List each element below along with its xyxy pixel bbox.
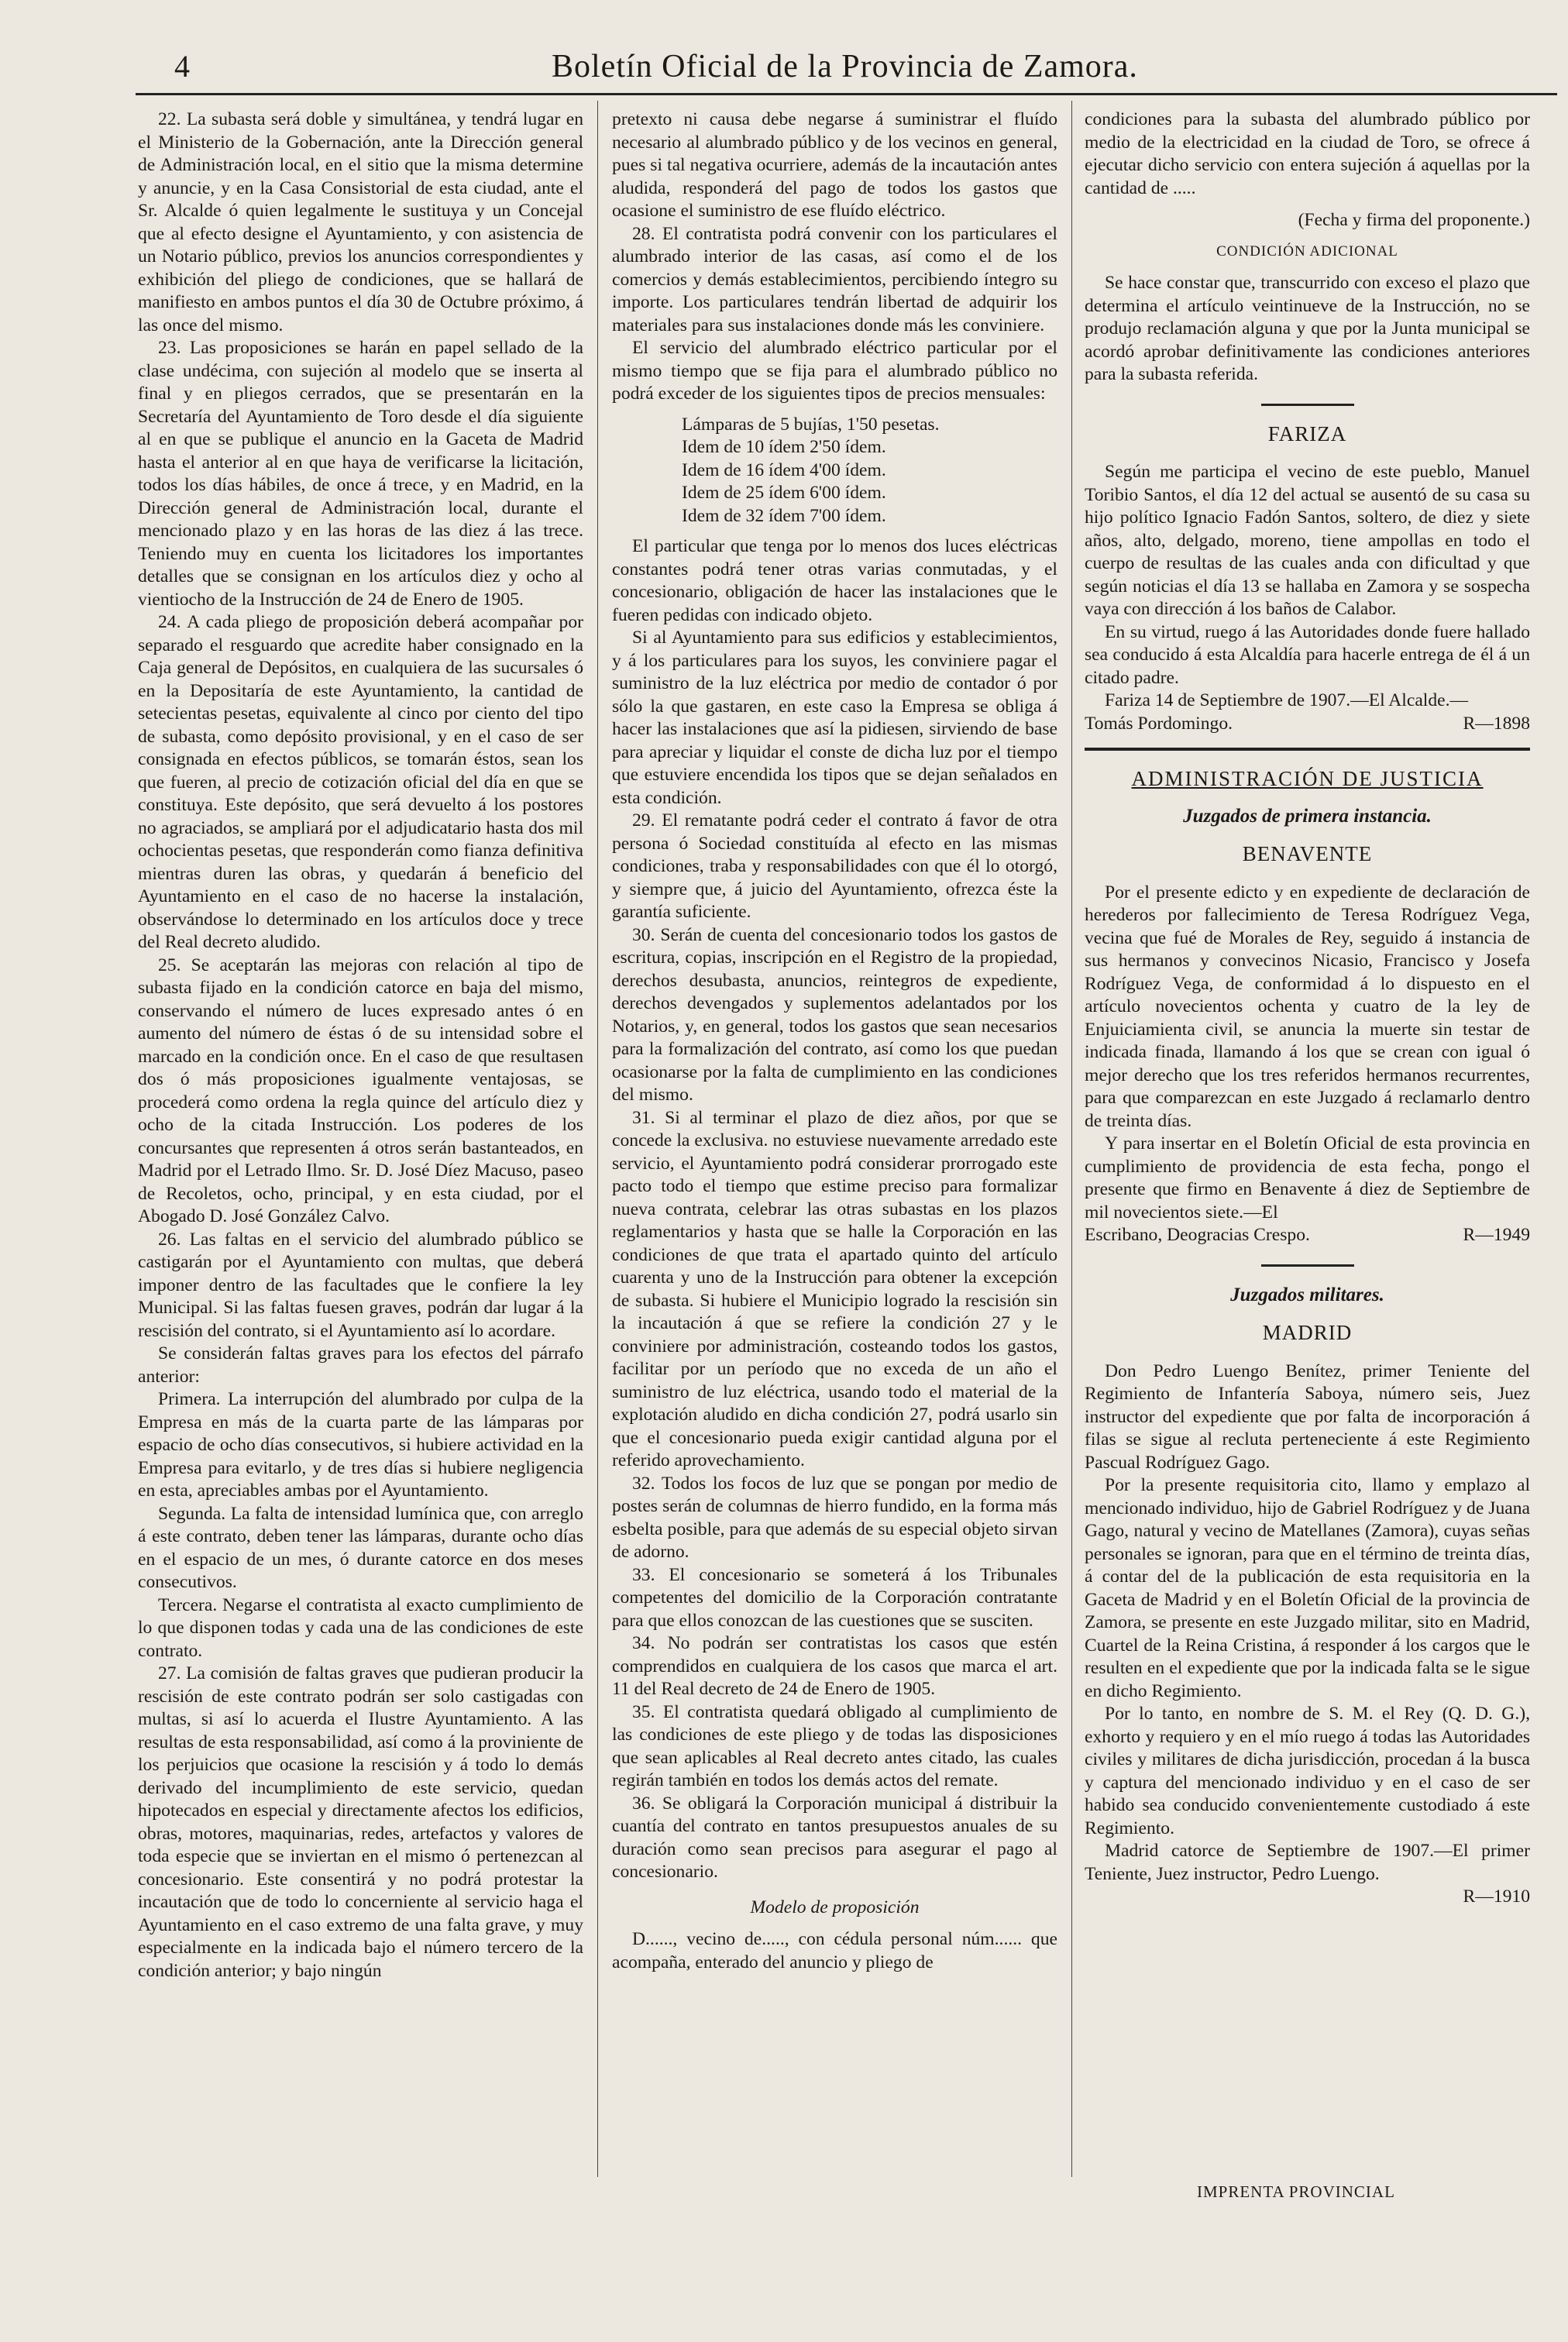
date-line: Fariza 14 de Septiembre de 1907.—El Alcalde.— bbox=[1105, 690, 1469, 710]
place-heading: FARIZA bbox=[1267, 421, 1347, 445]
paragraph: Según me participa el vecino de este pueblo, Manuel Toribio Santos, el día 12 del actual se ausentó de su casa su hijo político Ignacio Fadón Santos, soltero, de diez y siete años, alto, delgado, moreno, tiene ampollas en todo el cuerpo de resultas de las cuales anda con dificultad y que según noticias el día 13 se hallaba en Zamora y se sospecha vaya con dirección á los baños de Calabor. bbox=[1085, 462, 1530, 619]
signature-row bbox=[1085, 713, 1530, 736]
paragraph: 33. El concesionario se someterá á los Tribunales competentes del domicilio de la Corporación contratante para que ellos conozcan de las cuestiones que se susciten. bbox=[612, 1564, 1057, 1631]
paragraph: 25. Se aceptarán las mejoras con relación al tipo de subasta fijado en la condición catorce en baja del mismo, conservando el número de luces expresado antes ó en aumento del número de éstas ó de su intensidad sobre el marcado en la condición once. En el caso de que resultasen dos ó más proposiciones igualmente ventajosas, se procederá como ordena la regla quince del artículo diez y ocho de la citada Instrucción. Los poderes de los concursantes que representen á otros serán bastanteados, en Madrid por el Letrado Ilmo. Sr. D. José Díez Macuso, paseo de Recoletos, ocho, principal, y en esta ciudad, por el Abogado D. José González Calvo. bbox=[138, 954, 583, 1226]
paragraph: Por el presente edicto y en expediente de declaración de herederos por fallecimiento de Teresa Rodríguez Vega, vecina que fué de Morales de Rey, seguido á instancia de sus hermanos y convecinos Nicasio, Francisco y Josefa Rodríguez Vega, de conformidad á lo dispuesto en el artículo novecientos ochenta y cuatro de la ley de Enjuiciamienta civil, se anuncia la muerte sin testar de indicada finada, llamando á los que se crean con igual ó mejor derecho que los tres referidos hermanos recurrentes, para que comparezcan en este Juzgado á reclamarlo dentro de treinta días. bbox=[1085, 882, 1530, 1131]
paragraph: Don Pedro Luengo Benítez, primer Teniente del Regimiento de Infantería Saboya, número seis, Juez instructor del expediente que por falta de incorporación á filas se sigue al recluta perteneciente á este Regimiento Pascual Rodríguez Gago. bbox=[1085, 1360, 1530, 1473]
section-heading: CONDICIÓN ADICIONAL bbox=[1216, 242, 1398, 260]
paragraph: Si al Ayuntamiento para sus edificios y establecimientos, y á los particulares para los suyos, les conviniere pagar el suministro de la luz eléctrica por medio de contador ó por sólo la que gastaren, en este caso la Empresa se obliga á hacer las instalaciones que así la pidiesen, sirviendo de base para apreciar y liquidar el conste de dicha luz por el tiempo que estuviere encendida los tipos que se dejan señalados en esta condición. bbox=[612, 628, 1057, 808]
paragraph: Se considerán faltas graves para los efectos del párrafo anterior: bbox=[138, 1343, 583, 1387]
price-row: Idem de 32 ídem 7'00 ídem. bbox=[682, 505, 886, 526]
paragraph: 35. El contratista quedará obligado al cumplimiento de las condiciones de este pliego y de todas las disposiciones que sean aplicables al Real decreto antes citado, las cuales regirán también en todos los demás actos del remate. bbox=[612, 1701, 1057, 1790]
paragraph: En su virtud, ruego á las Autoridades donde fuere hallado sea conducido á esta Alcaldía para hacerle entrega de él á un citado padre. bbox=[1085, 621, 1530, 688]
paragraph: 27. La comisión de faltas graves que pudieran producir la rescisión de este contrato podrán ser solo castigadas con multas, si así lo acuerda el Ilustre Ayuntamiento. A las resultas de esta responsabilidad, así como á la proviniente de los perjuicios que ocasione la rescisión y á todo lo demás derivado del incumplimiento de este servicio, quedan hipotecados en especial y directamente afectos los edificios, obras, motores, maquinarias, redes, artefactos y valores de toda especie que se inviertan en el mismo ó pertenezcan al concesionario. Este consentirá y no podrá protestar la incautación que de todo lo concerniente al servicio haga el Ayuntamiento en el caso extremo de una falta grave, y muy especialmente en la indicada bajo el número tercero de la condición anterior; y bajo ningún bbox=[138, 1663, 583, 1981]
price-row: Idem de 16 ídem 4'00 ídem. bbox=[682, 459, 886, 480]
paragraph: Se hace constar que, transcurrido con exceso el plazo que determina el artículo veintinueve de la Instrucción, no se produjo reclamación alguna y que por la Junta municipal se acordó aprobar definitivamente las condiciones anteriores para la subasta referida. bbox=[1085, 273, 1530, 384]
printer-imprint: IMPRENTA PROVINCIAL bbox=[1197, 2182, 1395, 2201]
paragraph: 28. El contratista podrá convenir con los particulares el alumbrado interior de las casas, así como el de los comercios y demás establecimientos, percibiendo íntegro su importe. Los particulares tendrán libertad de adquirir los materiales para sus instalaciones donde más les conviniere. bbox=[612, 223, 1057, 335]
place-heading: MADRID bbox=[1262, 1321, 1353, 1344]
price-row: Idem de 25 ídem 6'00 ídem. bbox=[682, 483, 886, 503]
section-rule bbox=[1085, 748, 1530, 751]
header-rule bbox=[136, 93, 1557, 95]
paragraph: 23. Las proposiciones se harán en papel sellado de la clase undécima, con sujeción al modelo que se inserta al final y en pliegos cerrados, que se presentarán en la Secretaría del Ayuntamiento de Toro desde el día siguiente al en que se publique el anuncio en la Gaceta de Madrid hasta el anterior al en que haya de verificarse la licitación, todos los días hábiles, de once á trece, y en Madrid, en la Dirección general de Administración local, durante el mencionado plazo y en las horas de las diez á las trece. Teniendo muy en cuenta los licitadores los importantes detalles que se consignan en los artículos diez y ocho al vientiocho de la Instrucción de 24 de Enero de 1905. bbox=[138, 338, 583, 610]
page-number: 4 bbox=[174, 49, 190, 84]
publication-title: Boletín Oficial de la Provincia de Zamora. bbox=[552, 49, 1138, 84]
paragraph: 22. La subasta será doble y simultánea, y tendrá lugar en el Ministerio de la Gobernación, ante la Dirección general de Administración local, en el sitio que la misma determine y anuncie, y en la Casa Consistorial de esta ciudad, ante el Sr. Alcalde ó quien legalmente le sustituya y un Concejal que al efecto designe el Ayuntamiento, y con asistencia de un Notario público, previos los anuncios correspondientes y exhibición del pliego de condiciones, que se hallará de manifiesto en ambos puntos el día 30 de Octubre próximo, á las once del mismo. bbox=[138, 109, 583, 335]
paragraph: 29. El rematante podrá ceder el contrato á favor de otra persona ó Sociedad constituída al efecto en las mismas condiciones, traba y responsabilidades con que él lo otorgó, y siempre que, á juicio del Ayuntamiento, ofrezca éste la garantía suficiente. bbox=[612, 810, 1057, 922]
signature-row bbox=[1085, 1224, 1530, 1247]
paragraph: 36. Se obligará la Corporación municipal á distribuir la cuantía del contrato en tantos presupuestos anuales de su duración como sean precisos para asegurar el pago al concesionario. bbox=[612, 1793, 1057, 1882]
paragraph: Primera. La interrupción del alumbrado por culpa de la Empresa en más de la cuarta parte de las lámparas por espacio de ocho días consecutivos, si hubiere actividad en la Empresa para evitarlo, y de tres días si hubiere negligencia en esta, apreciables ambas por el Ayuntamiento. bbox=[138, 1389, 583, 1501]
place-heading: BENAVENTE bbox=[1242, 842, 1373, 865]
subsection-heading: Juzgados militares. bbox=[1230, 1284, 1384, 1305]
signer: Tomás Pordomingo. bbox=[1085, 713, 1233, 734]
section-heading: ADMINISTRACIÓN DE JUSTICIA bbox=[1131, 767, 1484, 790]
paragraph: 32. Todos los focos de luz que se pongan por medio de postes serán de columnas de hierro fundido, en la forma más esbelta posible, para que además de su especial objeto sirvan de adorno. bbox=[612, 1473, 1057, 1562]
column-divider bbox=[597, 101, 598, 2177]
paragraph: D......, vecino de....., con cédula personal núm...... que acompaña, enterado del anuncio y pliego de bbox=[612, 1929, 1057, 1972]
subsection-heading: Juzgados de primera instancia. bbox=[1183, 805, 1432, 827]
paragraph: 30. Serán de cuenta del concesionario todos los gastos de escritura, copias, inscripción en el Registro de la propiedad, derechos desubasta, anuncios, reintegros de expediente, derechos devengados y suplementos adelantados por los Notarios, y, en general, todos los gastos que sean necesarios para la formalización del contrato, así como los que puedan ocasionarse por la falta de cumplimiento en las condiciones del mismo. bbox=[612, 924, 1057, 1105]
signer: Escribano, Deogracias Crespo. bbox=[1085, 1225, 1310, 1245]
paragraph: El particular que tenga por lo menos dos luces eléctricas constantes podrá tener otras varias conmutadas, y el concesionario, obligación de hacer las instalaciones que le fueren pedidas con indicado objeto. bbox=[612, 536, 1057, 625]
reference-number: R—1910 bbox=[1463, 1886, 1530, 1907]
reference-number: R—1949 bbox=[1463, 1225, 1530, 1245]
paragraph: Segunda. La falta de intensidad lumínica que, con arreglo á este contrato, deben tener las lámparas, durante ocho días en el espacio de un mes, ó durante catorce en dos meses consecutivos. bbox=[138, 1503, 583, 1592]
paragraph: El servicio del alumbrado eléctrico particular por el mismo tiempo que se fija para el alumbrado público no podrá exceder de los siguientes tipos de precios mensuales: bbox=[612, 338, 1057, 404]
paragraph: 31. Si al terminar el plazo de diez años, por que se concede la exclusiva. no estuviese nuevamente arredado este servicio, el Ayuntamiento podrá considerar prorrogado este pacto todo el tiempo que estime preciso para formalizar nueva contrata, celebrar las otras subastas en los plazos reglamentarios y hasta que se halle la Corporación en las condiciones de que trata el apartado quinto del artículo cuarenta y uno de la Instrucción para obtener la excepción de subasta. Si hubiere el Municipio logrado la rescisión sin la incautación á que se refiere la condición 27 y le conviniere por administración, costeando todos los gastos, facilitar por un período que no exceda de un año el suministro de luz eléctrica, usando todo el material de la explotación aludido en dicha condición 27, podrá usarlo sin que el concesionario pueda exigir cantidad alguna por el referido aprovechamiento. bbox=[612, 1107, 1057, 1470]
paragraph: Por la presente requisitoria cito, llamo y emplazo al mencionado individuo, hijo de Gabriel Rodríguez y de Juana Gago, natural y vecino de Matellanes (Zamora), cuyas señas personales se ignoran, para que en el término de treinta días, á contar del de la publicación de esta requisitoria en la Gaceta de Madrid y en el Boletín Oficial de la provincia de Zamora, se presente en este Juzgado militar, sito en Madrid, Cuartel de la Reina Cristina, á responder á los cargos que le resulten en el expediente que por la indicada falta se le sigue en dicho Regimiento. bbox=[1085, 1475, 1530, 1701]
divider bbox=[1261, 404, 1354, 406]
paragraph: 34. No podrán ser contratistas los casos que estén comprendidos en cualquiera de los casos que marca el art. 11 del Real decreto de 24 de Enero de 1905. bbox=[612, 1633, 1057, 1699]
paragraph: Madrid catorce de Septiembre de 1907.—El primer Teniente, Juez instructor, Pedro Luengo. bbox=[1085, 1841, 1530, 1884]
paragraph: 24. A cada pliego de proposición deberá acompañar por separado el resguardo que acredite haber consignado en la Caja general de Depósitos, en cualquiera de las sucursales ó en la Depositaría de este Ayuntamiento, la cantidad de setecientas pesetas, equivalente al cinco por ciento del tipo de subasta, como depósito provisional, y en el caso de ser consignada en efectos públicos, se tomarán éstos, sean los que fueren, al precio de cotización oficial del día en que se constituya. Este depósito, que será devuelto á los postores no agraciados, se ampliará por el adjudicatario hasta dos mil ochocientas pesetas, que responderán como fianza definitiva mientras duren las obras, y quedarán á beneficio del Ayuntamiento en el caso de no hacerse la instalación, observándose lo determinado en los artículos doce y trece del Real decreto aludido. bbox=[138, 612, 583, 952]
price-row: Idem de 10 ídem 2'50 ídem. bbox=[682, 437, 886, 457]
paragraph: Por lo tanto, en nombre de S. M. el Rey (Q. D. G.), exhorto y requiero y en el mío ruego á todas las Autoridades civiles y militares de dicha jurisdicción, procedan á la busca y captura del mencionado individuo y en el caso de ser habido sea conducido convenientemente custodiado á este Regimiento. bbox=[1085, 1704, 1530, 1838]
column-3 bbox=[1085, 108, 1530, 1909]
price-table bbox=[682, 414, 1057, 528]
model-heading: Modelo de proposición bbox=[750, 1897, 920, 1917]
paragraph: Tercera. Negarse el contratista al exacto cumplimiento de lo que disponen todas y cada una de las condiciones de este contrato. bbox=[138, 1594, 583, 1661]
paragraph: 26. Las faltas en el servicio del alumbrado público se castigarán por el Ayuntamiento con multas, que deberá imponer dentro de las facultades que le confiere la ley Municipal. Si las faltas fuesen graves, podrán dar lugar á la rescisión del contrato, si el Ayuntamiento así lo acordare. bbox=[138, 1229, 583, 1341]
price-row: Lámparas de 5 bujías, 1'50 pesetas. bbox=[682, 414, 940, 435]
column-2 bbox=[612, 108, 1057, 1974]
paragraph: pretexto ni causa debe negarse á suministrar el fluído necesario al alumbrado público y de los vecinos en general, pues si tal negativa ocurriere, además de la incautación antes aludida, responderá del pago de todos los gastos que ocasione el suministro de ese fluído eléctrico. bbox=[612, 109, 1057, 221]
column-1 bbox=[138, 108, 583, 1983]
paragraph: Y para insertar en el Boletín Oficial de esta provincia en cumplimiento de providencia de esta fecha, pongo el presente que firmo en Benavente á diez de Septiembre de mil novecientos siete.—El bbox=[1085, 1133, 1530, 1223]
divider bbox=[1261, 1264, 1354, 1267]
signature-note: (Fecha y firma del proponente.) bbox=[1298, 210, 1530, 230]
column-divider bbox=[1071, 101, 1072, 2177]
reference-number: R—1898 bbox=[1463, 713, 1530, 734]
paragraph: condiciones para la subasta del alumbrado público por medio de la electricidad en la ciudad de Toro, se ofrece á ejecutar dicho servicio con entera sujeción á aquellas por la cantidad de ..... bbox=[1085, 109, 1530, 198]
